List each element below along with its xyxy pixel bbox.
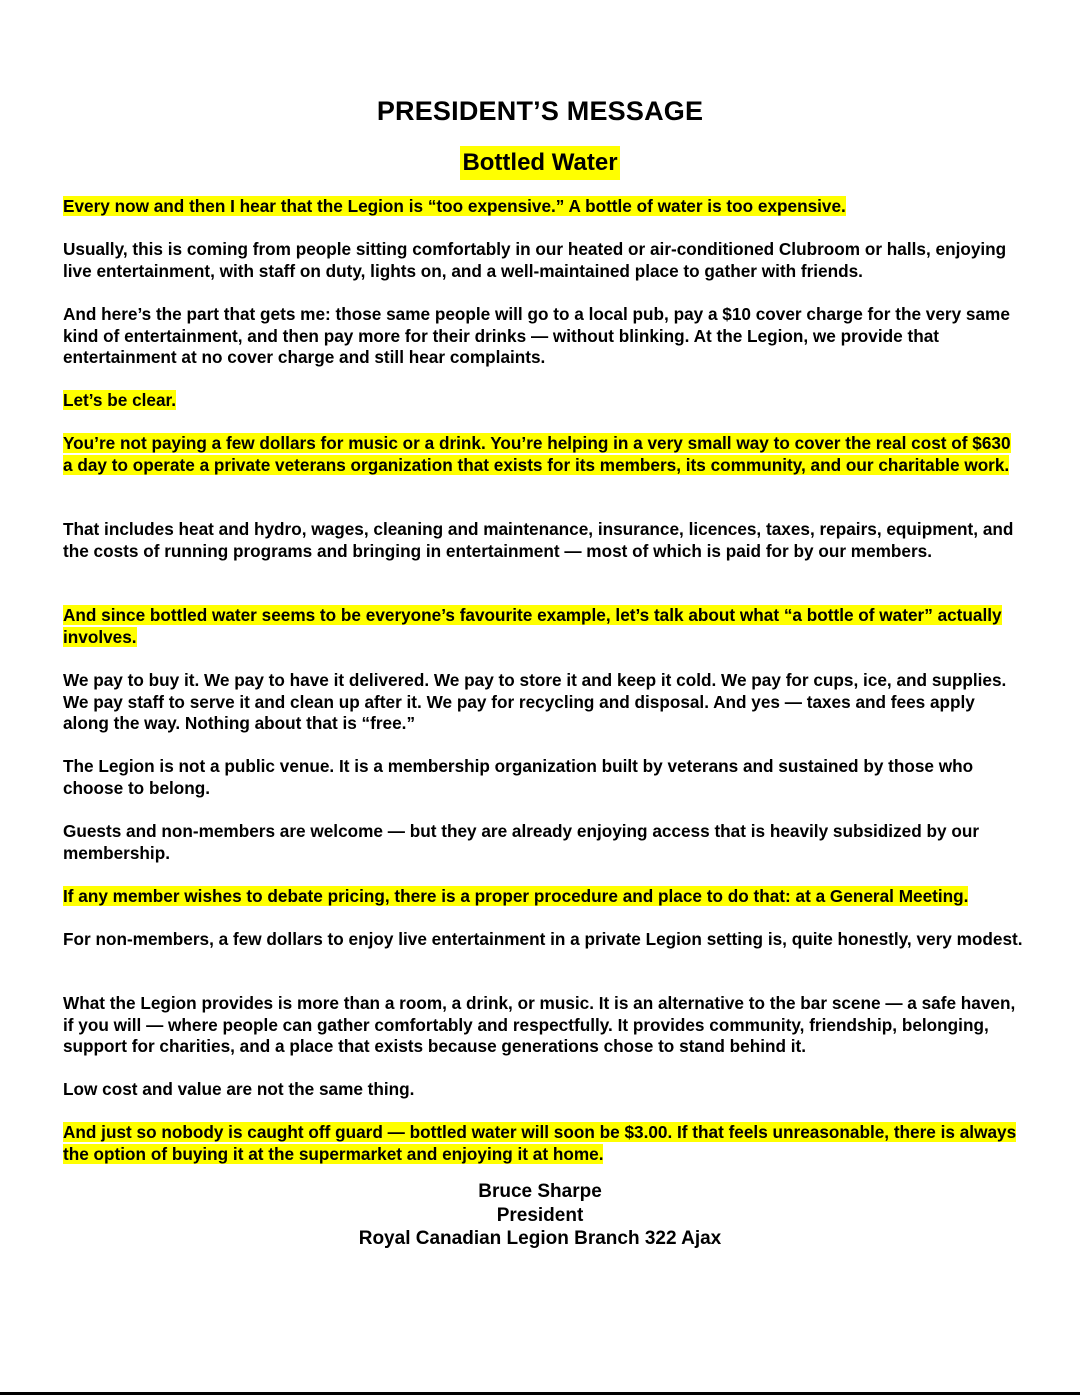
paragraph-legion-provides xyxy=(63,993,1023,1058)
paragraph-low-cost xyxy=(63,1079,1023,1101)
highlighted-text: Every now and then I hear that the Legion is “too expensive.” A bottle of water is too expensive. xyxy=(63,196,846,216)
paragraph-non-members xyxy=(63,929,1023,951)
paragraph-membership xyxy=(63,756,1023,799)
highlighted-text: If any member wishes to debate pricing, there is a proper procedure and place to do that: at a General Meeting. xyxy=(63,886,969,906)
page-title: PRESIDENT’S MESSAGE xyxy=(376,96,704,126)
highlighted-text: Let’s be clear. xyxy=(63,390,177,410)
paragraph-text: For non-members, a few dollars to enjoy live entertainment in a private Legion setting is, quite honestly, very modest. xyxy=(63,929,1023,949)
page-subtitle: Bottled Water xyxy=(460,146,619,180)
paragraph-real-cost xyxy=(63,433,1023,476)
paragraph-text: We pay to buy it. We pay to have it delivered. We pay to store it and keep it cold. We pay for cups, ice, and supplies. We pay staff to serve it and clean up after it. We pay for recycling and disposal. And yes — taxes and fees apply along the way. Nothing about that is “free.” xyxy=(63,670,1007,734)
highlighted-text: And just so nobody is caught off guard — bottled water will soon be $3.00. If that feels unreasonable, there is always the option of buying it at the supermarket and enjoying it at home. xyxy=(63,1122,1017,1164)
signature-organization: Royal Canadian Legion Branch 322 Ajax xyxy=(358,1228,722,1249)
paragraph-expenses xyxy=(63,519,1023,562)
paragraph-text: Low cost and value are not the same thing. xyxy=(63,1079,415,1099)
paragraph-pub-comparison xyxy=(63,304,1023,369)
signature-block xyxy=(0,1180,1080,1251)
paragraph-text: The Legion is not a public venue. It is a membership organization built by veterans and sustained by those who choose to belong. xyxy=(63,756,974,798)
paragraph-general-meeting xyxy=(63,886,1023,908)
paragraph-text: What the Legion provides is more than a room, a drink, or music. It is an alternative to the bar scene — a safe haven, if you will — where people can gather comfortably and respectfully. It provides community, friendship, belonging, support for charities, and a place that exists because generations chose to stand behind it. xyxy=(63,993,1016,1057)
paragraph-clubroom xyxy=(63,239,1023,282)
paragraph-guests xyxy=(63,821,1023,864)
signature-name: Bruce Sharpe xyxy=(478,1181,602,1202)
paragraph-bottled-water-example xyxy=(63,605,1023,648)
signature-role: President xyxy=(496,1204,584,1226)
paragraph-text: Guests and non-members are welcome — but they are already enjoying access that is heavily subsidized by our membership. xyxy=(63,821,980,863)
paragraph-costs-list xyxy=(63,670,1023,735)
subtitle-container xyxy=(0,146,1080,180)
paragraph-text: Usually, this is coming from people sitting comfortably in our heated or air-conditioned Clubroom or halls, enjoying live entertainment, with staff on duty, lights on, and a well-maintained place to gather with friends. xyxy=(63,239,1007,281)
highlighted-text: And since bottled water seems to be everyone’s favourite example, let’s talk about what “a bottle of water” actually involves. xyxy=(63,605,1002,647)
paragraph-lets-be-clear xyxy=(63,390,1023,412)
paragraph-text: That includes heat and hydro, wages, cleaning and maintenance, insurance, licences, taxes, repairs, equipment, and the costs of running programs and bringing in entertainment — most of which is paid for by our members. xyxy=(63,519,1014,561)
bottom-divider xyxy=(0,1392,1080,1395)
highlighted-text: You’re not paying a few dollars for music or a drink. You’re helping in a very small way to cover the real cost of $630 a day to operate a private veterans organization that exists for its members, its community, and our charitable work. xyxy=(63,433,1011,475)
paragraph-intro xyxy=(63,196,1023,218)
paragraph-price-announcement xyxy=(63,1122,1023,1165)
paragraph-text: And here’s the part that gets me: those same people will go to a local pub, pay a $10 cover charge for the very same kind of entertainment, and then pay more for their drinks — without blinking. At the Legion, we provide that entertainment at no cover charge and still hear complaints. xyxy=(63,304,1010,368)
